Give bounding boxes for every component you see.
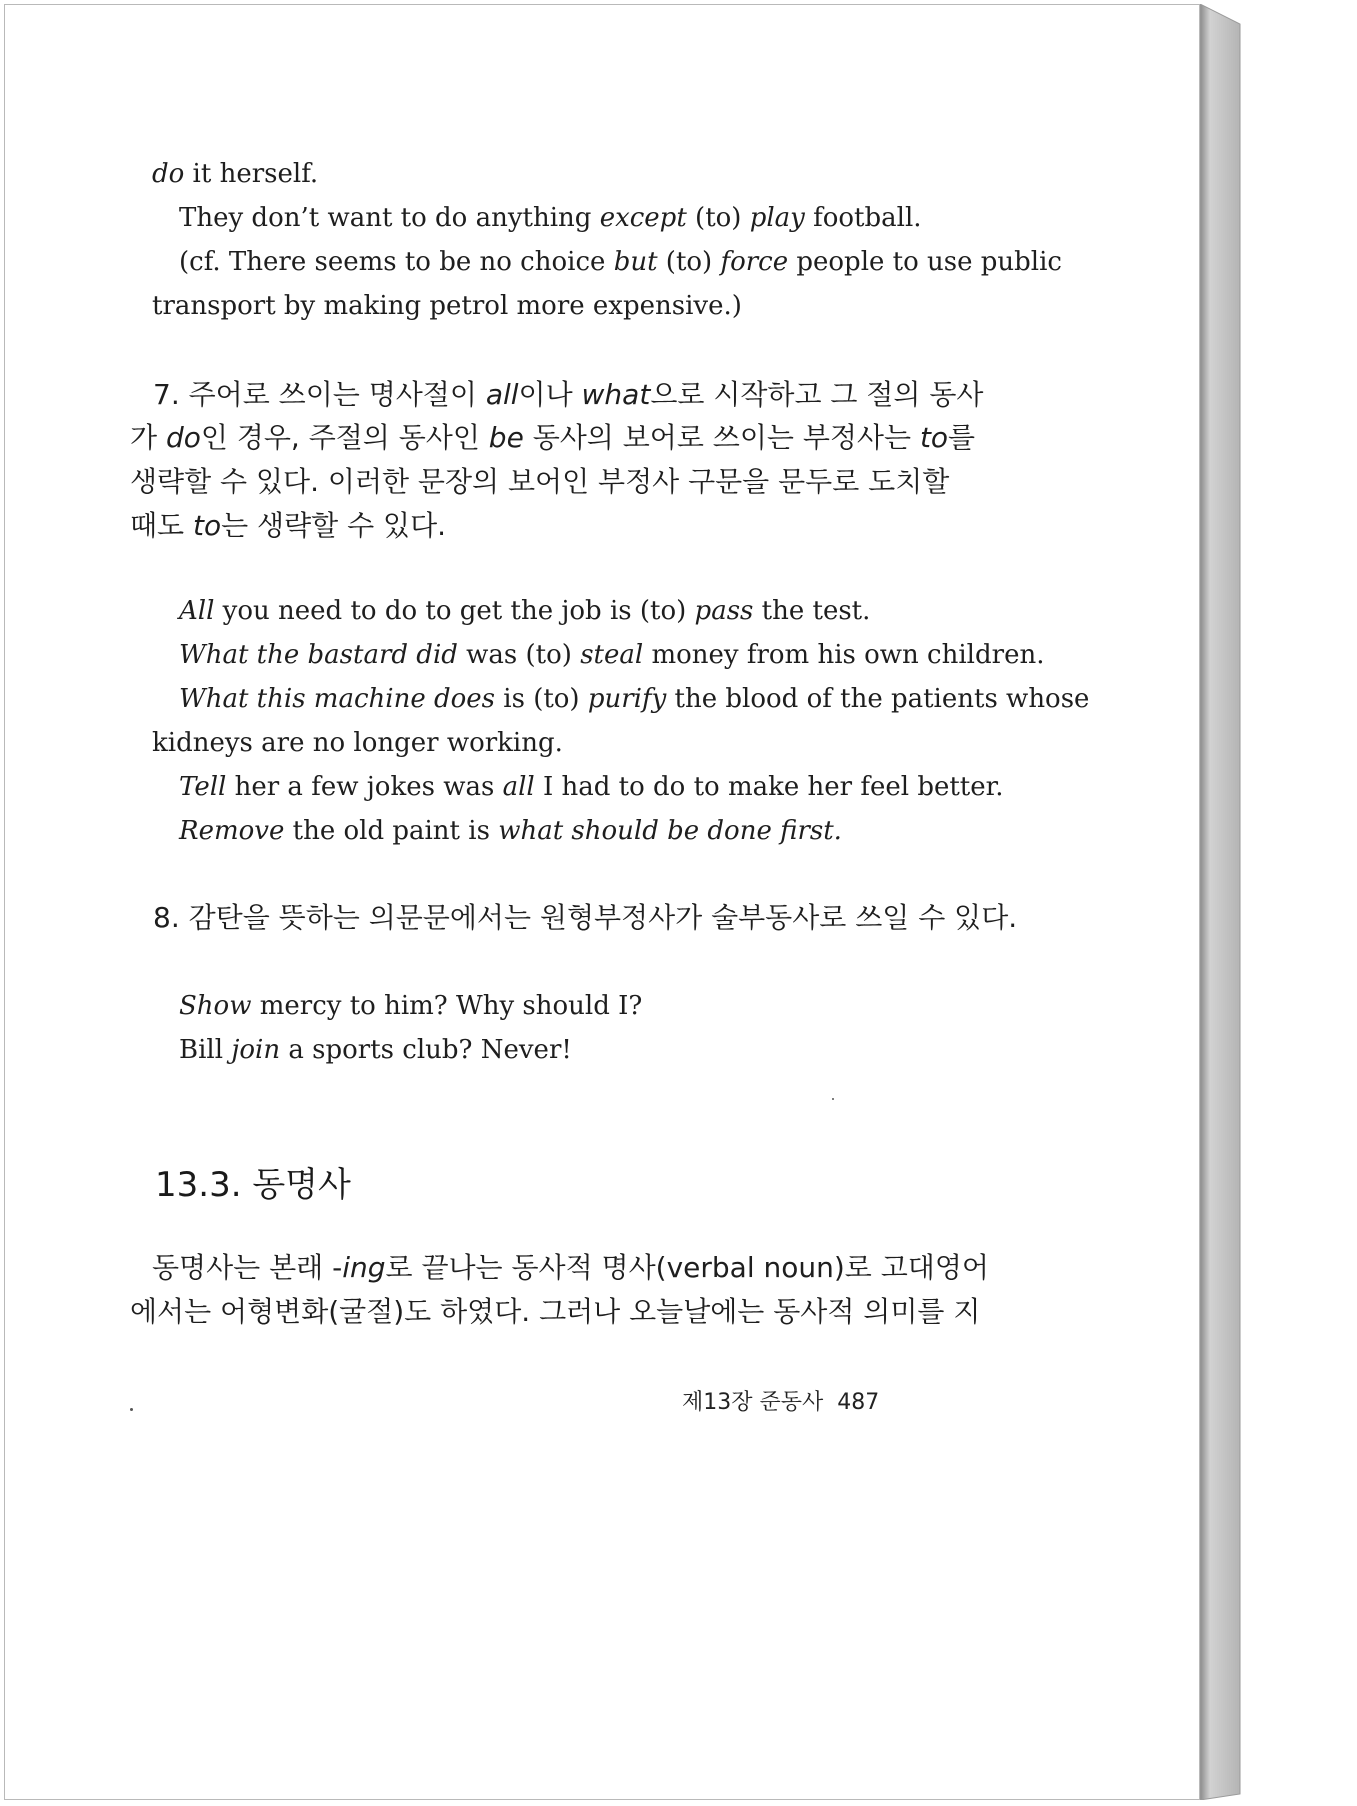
text-segment: I had to do to make her feel better. (534, 772, 1004, 802)
text-line (152, 289, 742, 323)
text-segment: 으로 시작하고 그 절의 동사 (650, 378, 984, 411)
text-segment: a sports club? Never! (280, 1035, 572, 1065)
example-line (179, 638, 1044, 672)
body-text-line (152, 1249, 989, 1287)
text-segment: you need to do to get the job is (to) (214, 596, 695, 626)
text-line (179, 201, 922, 235)
example-line (179, 989, 642, 1023)
text-segment: (cf. There seems to be no choice (179, 247, 614, 277)
example-line (152, 726, 563, 760)
italic-text: be (488, 421, 524, 454)
text-line (152, 157, 318, 191)
scan-speck (130, 1408, 133, 1411)
italic-text: to (193, 509, 222, 542)
text-segment: 가 (130, 421, 166, 454)
italic-text: ing (342, 1251, 386, 1284)
paragraph-7-line (153, 376, 984, 414)
italic-text: purify (587, 684, 667, 714)
text-segment: 는 생략할 수 있다. (221, 509, 447, 542)
text-line (179, 245, 1062, 279)
italic-text: except (599, 203, 687, 233)
paragraph-7-line (130, 507, 446, 545)
italic-text: Tell (179, 772, 227, 802)
section-heading (155, 1163, 351, 1207)
text-segment: 이나 (518, 378, 582, 411)
italic-text: what (581, 378, 651, 411)
text-segment: transport by making petrol more expensive.) (152, 291, 742, 321)
italic-text: join (231, 1035, 281, 1065)
italic-text: What this machine does (179, 684, 495, 714)
text-segment: 13.3. 동명사 (155, 1165, 351, 1205)
text-segment: They don’t want to do anything (179, 203, 600, 233)
text-segment: 8. 감탄을 뜻하는 의문문에서는 원형부정사가 술부동사로 쓰일 수 있다. (153, 901, 1018, 934)
italic-text: all (485, 378, 519, 411)
running-footer (682, 1388, 879, 1418)
text-segment: (to) (686, 203, 750, 233)
text-segment: mercy to him? Why should I? (251, 991, 643, 1021)
text-segment: 인 경우, 주절의 동사인 (200, 421, 489, 454)
italic-text: but (613, 247, 658, 277)
paragraph-7-line (130, 419, 976, 457)
text-segment: Bill (179, 1035, 232, 1065)
text-segment: was (to) (457, 640, 581, 670)
text-segment: the blood of the patients whose (666, 684, 1090, 714)
text-segment: money from his own children. (643, 640, 1045, 670)
text-segment: 동명사는 본래 - (152, 1251, 343, 1284)
example-line (179, 770, 1003, 804)
text-segment: 에서는 어형변화(굴절)도 하였다. 그러나 오늘날에는 동사적 의미를 지 (130, 1295, 981, 1328)
paragraph-8-line (153, 899, 1018, 937)
scan-speck (832, 1098, 834, 1100)
text-segment: the old paint is (284, 816, 499, 846)
example-line (179, 1033, 572, 1067)
paragraph-7-line (130, 463, 950, 501)
text-segment: it herself. (184, 159, 319, 189)
italic-text: do (152, 159, 185, 189)
text-segment: 생략할 수 있다. 이러한 문장의 보어인 부정사 구문을 문두로 도치할 (130, 465, 950, 498)
italic-text: what should be done first. (498, 816, 842, 846)
text-segment: 를 (948, 421, 976, 454)
italic-text: do (165, 421, 201, 454)
text-segment: 7. 주어로 쓰이는 명사절이 (153, 378, 486, 411)
chapter-label: 제13장 준동사 (682, 1390, 824, 1415)
text-segment: is (to) (495, 684, 588, 714)
text-segment: 동사의 보어로 쓰이는 부정사는 (523, 421, 920, 454)
body-text-line (130, 1293, 981, 1331)
italic-text: Show (179, 991, 252, 1021)
example-line (179, 594, 870, 628)
text-segment: her a few jokes was (226, 772, 503, 802)
italic-text: What the bastard did (179, 640, 458, 670)
italic-text: steal (580, 640, 644, 670)
example-line (179, 682, 1090, 716)
italic-text: pass (694, 596, 754, 626)
italic-text: to (919, 421, 949, 454)
text-segment: the test. (753, 596, 871, 626)
text-segment: (to) (657, 247, 721, 277)
text-segment: 로 끝나는 동사적 명사(verbal noun)로 고대영어 (385, 1251, 989, 1284)
text-segment: people to use public (788, 247, 1062, 277)
page-number: 487 (837, 1390, 880, 1415)
italic-text: play (749, 203, 805, 233)
italic-text: force (720, 247, 789, 277)
text-segment: kidneys are no longer working. (152, 728, 563, 758)
text-segment: 때도 (130, 509, 193, 542)
example-line (179, 814, 842, 848)
italic-text: all (502, 772, 535, 802)
page-edge-shadow (1200, 4, 1246, 1800)
italic-text: All (179, 596, 215, 626)
text-segment: football. (804, 203, 922, 233)
italic-text: Remove (179, 816, 285, 846)
